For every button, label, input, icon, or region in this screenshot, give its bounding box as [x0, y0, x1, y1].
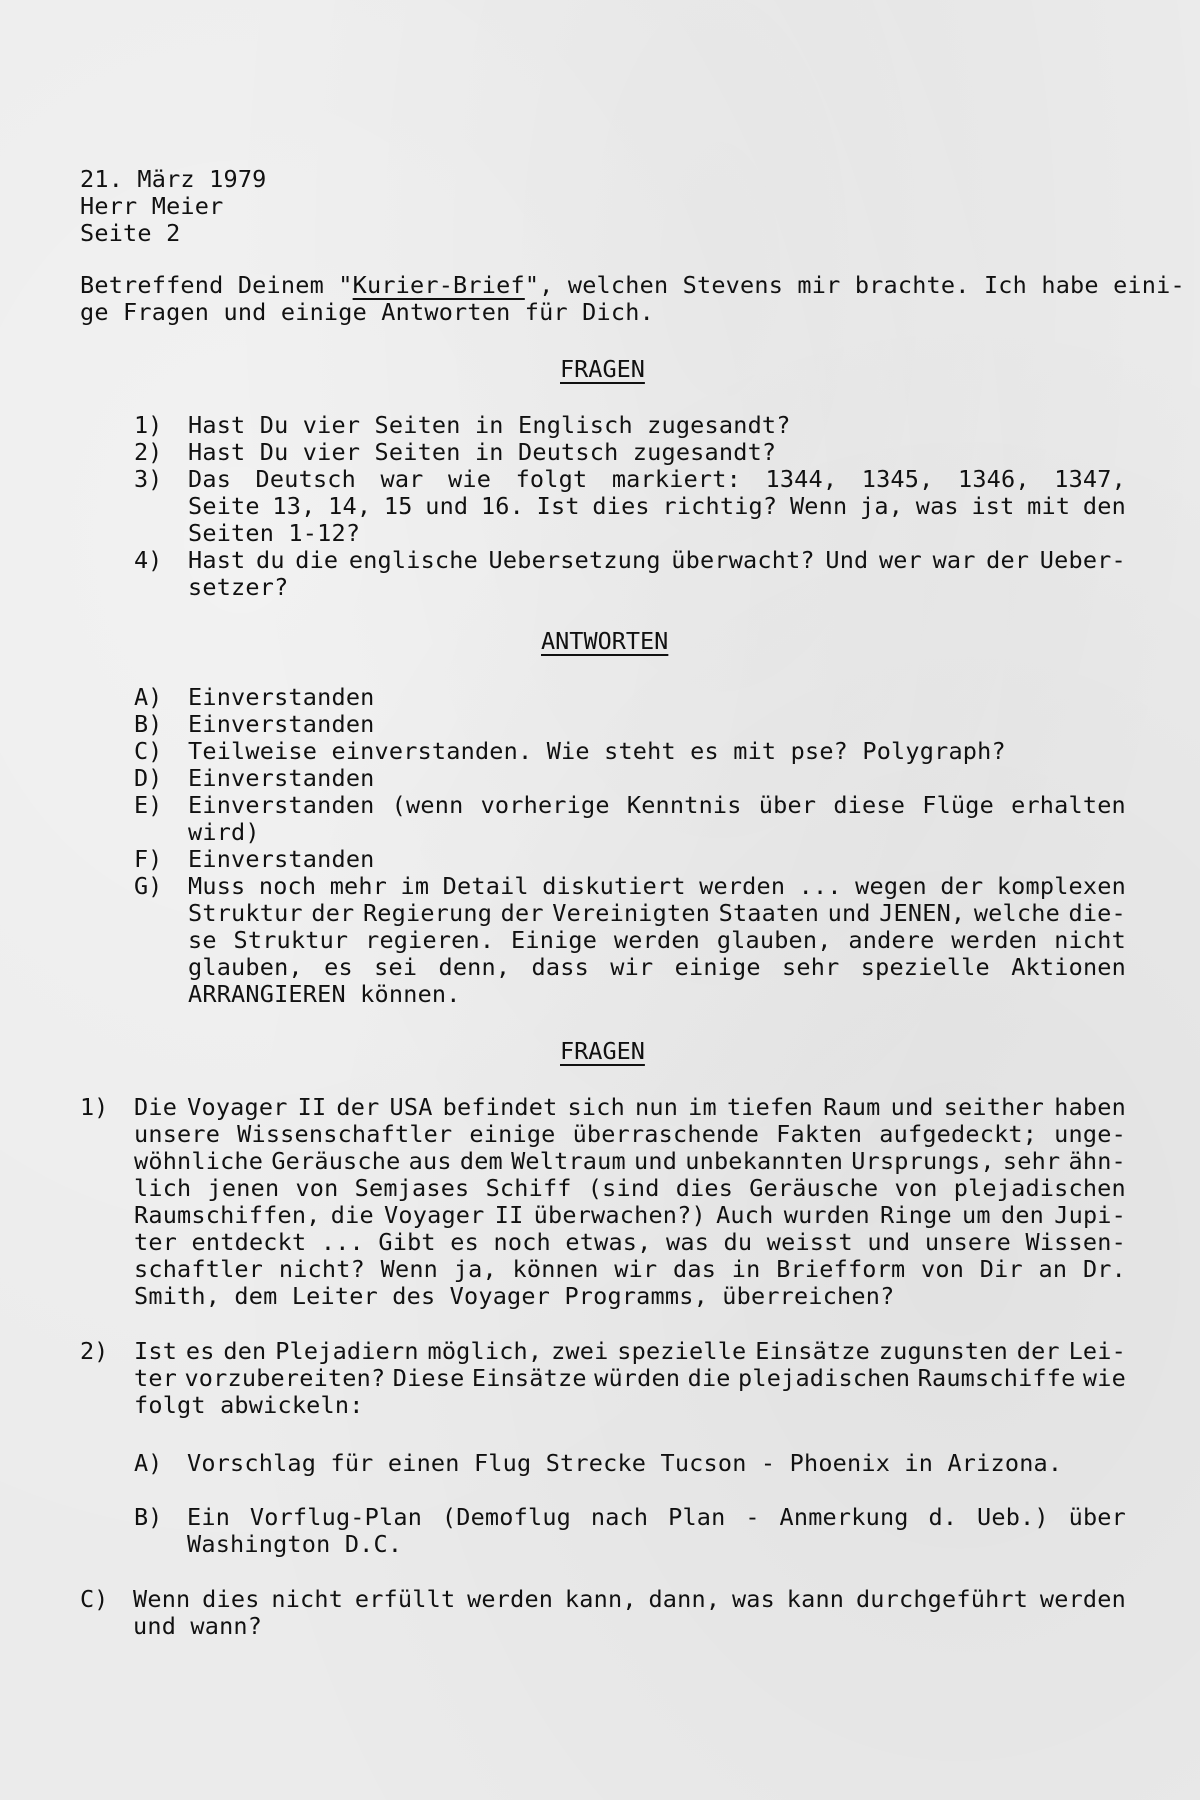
word: 1345, — [861, 465, 934, 493]
word: im — [400, 872, 430, 900]
word: Muss — [188, 872, 246, 900]
word: Diese — [392, 1364, 465, 1392]
word: Aktionen — [1011, 953, 1126, 981]
item-label: B) — [134, 710, 163, 738]
word: Fakten — [776, 1120, 863, 1148]
word: Voyager — [187, 1093, 288, 1121]
word: du — [723, 1228, 753, 1256]
word: Detail — [442, 872, 529, 900]
word: was — [915, 492, 959, 520]
word: der — [986, 546, 1030, 574]
answer-text: Einverstanden — [188, 683, 375, 711]
word: Einverstanden — [188, 791, 375, 819]
word: glauben, — [188, 953, 303, 981]
word: Briefform — [776, 1255, 906, 1283]
word: sehr — [782, 953, 840, 981]
word: in — [731, 1255, 761, 1283]
question-text: Hast Du vier Seiten in Englisch zugesandt? — [188, 411, 791, 439]
section-heading-fragen: FRAGEN — [560, 355, 645, 383]
word: können — [512, 1255, 599, 1283]
word: wir — [610, 953, 654, 981]
word: Staaten — [718, 899, 820, 927]
word: nicht — [271, 1585, 344, 1613]
word: spezielle — [617, 1337, 747, 1365]
word: Ringe — [880, 1201, 952, 1229]
word: mit — [1027, 492, 1071, 520]
word: Ist — [536, 492, 580, 520]
word: das — [673, 1255, 717, 1283]
question-text: und wann? — [133, 1612, 263, 1640]
item-label: F) — [134, 845, 163, 873]
word: d. — [928, 1503, 958, 1531]
word: und — [425, 492, 469, 520]
word: werden — [951, 926, 1038, 954]
word: von — [295, 1174, 339, 1202]
word: im — [688, 1093, 717, 1121]
question-text: setzer? — [188, 573, 289, 601]
word: Geräusche — [271, 1147, 401, 1175]
word: aufgedeckt; — [879, 1120, 1038, 1148]
sub-item-text: Washington D.C. — [187, 1530, 403, 1558]
word: 1344, — [765, 465, 838, 493]
word: ... — [320, 1228, 364, 1256]
word: nun — [635, 1093, 679, 1121]
word: seither — [943, 1093, 1045, 1121]
word: se — [188, 926, 217, 954]
word: Uebersetzung — [488, 546, 661, 574]
word: wurden — [783, 1201, 870, 1229]
word: Voyager — [384, 1201, 485, 1229]
word: wir — [614, 1255, 658, 1283]
word: Weltraum — [511, 1147, 626, 1175]
word: Ist — [134, 1337, 178, 1365]
word: Anmerkung — [779, 1503, 909, 1531]
word: regieren. — [365, 926, 495, 954]
word: war — [932, 546, 976, 574]
word: sehr — [1002, 1147, 1061, 1175]
answer-text: Einverstanden — [188, 845, 375, 873]
word: Die — [134, 1093, 178, 1121]
word: kann, — [564, 1585, 637, 1613]
word: diese — [833, 791, 906, 819]
word: Plan — [668, 1503, 726, 1531]
word: markiert: — [611, 465, 741, 493]
word: Wissen- — [1025, 1228, 1126, 1256]
word: schaftler — [134, 1255, 264, 1283]
word: noch — [258, 872, 317, 900]
word: unsere — [924, 1228, 1011, 1256]
word: von — [894, 1174, 938, 1202]
word: Ein — [187, 1503, 231, 1531]
sub-item-text: Vorschlag für einen Flug Strecke Tucson - Phoenix in Arizona. — [187, 1449, 1063, 1477]
word: ter — [134, 1364, 178, 1392]
item-label: C) — [134, 737, 163, 765]
question-text — [134, 1365, 1126, 1392]
word: unbekannten — [685, 1147, 844, 1175]
word: Einsätze — [755, 1337, 870, 1365]
word: weisst — [766, 1228, 853, 1256]
word: lich — [134, 1174, 192, 1202]
word: es — [324, 953, 353, 981]
item-label: G) — [134, 872, 163, 900]
word: Seite — [188, 492, 260, 520]
answer-text: Einverstanden — [188, 764, 375, 792]
word: II — [494, 1201, 524, 1229]
word: glauben, — [716, 926, 832, 954]
word: und — [890, 1093, 934, 1121]
intro-line-1 — [80, 271, 1185, 299]
word: sich — [567, 1093, 625, 1121]
word: der — [940, 872, 984, 900]
word: durchgeführt — [855, 1585, 1029, 1613]
question-text — [188, 547, 1126, 574]
word: befindet — [442, 1093, 558, 1121]
answer-text: Einverstanden — [188, 710, 375, 738]
word: 14, — [328, 492, 372, 520]
question-text — [134, 1175, 1126, 1202]
word: der — [500, 899, 544, 927]
word: dies — [202, 1585, 260, 1613]
item-label: 2) — [134, 438, 163, 466]
word: um — [962, 1201, 991, 1229]
word: es — [450, 1228, 479, 1256]
word: welche — [973, 899, 1060, 927]
word: Einsätze — [471, 1364, 587, 1392]
word: nicht — [1054, 926, 1126, 954]
word: Geräusche — [749, 1174, 879, 1202]
word: an — [1038, 1255, 1068, 1283]
word: was — [731, 1585, 775, 1613]
word: und — [827, 899, 871, 927]
word: plejadischen — [953, 1174, 1126, 1202]
answer-text — [188, 954, 1126, 981]
word: sei — [374, 953, 418, 981]
word: es — [185, 1337, 215, 1365]
word: entdeckt — [191, 1228, 307, 1256]
answer-text: wird) — [188, 818, 260, 846]
word: die — [330, 1201, 374, 1229]
word: aus — [408, 1147, 452, 1175]
word: nicht? — [278, 1255, 365, 1283]
word: 16. — [480, 492, 524, 520]
intro-line-2: ge Fragen und einige Antworten für Dich. — [80, 298, 654, 326]
word: zugunsten — [878, 1337, 1008, 1365]
word: Auch — [716, 1201, 774, 1229]
word: die — [295, 546, 339, 574]
question-text — [134, 1202, 1126, 1229]
word: Lei- — [1068, 1337, 1126, 1365]
item-label: D) — [134, 764, 163, 792]
word: ist — [971, 492, 1015, 520]
word: über — [758, 791, 817, 819]
word: dies — [675, 1174, 734, 1202]
word: und — [634, 1147, 678, 1175]
word: von — [921, 1255, 965, 1283]
word: Raumschiffe — [917, 1364, 1076, 1392]
word: den — [223, 1337, 267, 1365]
word: ... — [798, 872, 842, 900]
question-text — [134, 1256, 1126, 1283]
word: (Demoflug — [441, 1503, 572, 1531]
word: war — [380, 465, 424, 493]
word: Einige — [511, 926, 598, 954]
word: folgt — [515, 465, 588, 493]
word: dies — [592, 492, 650, 520]
question-text — [134, 1121, 1126, 1148]
word: Hast — [188, 546, 246, 574]
word: unsere — [134, 1120, 221, 1148]
word: Schiff — [485, 1174, 572, 1202]
question-text: Hast Du vier Seiten in Deutsch zugesandt? — [188, 438, 777, 466]
word: 1347, — [1054, 465, 1126, 493]
word: Und — [825, 546, 869, 574]
item-label: 1) — [80, 1093, 109, 1121]
item-label: 4) — [134, 546, 163, 574]
page-number: Seite 2 — [80, 219, 181, 247]
item-label: A) — [134, 1449, 163, 1477]
word: diskutiert — [542, 872, 686, 900]
word: erfüllt — [354, 1585, 456, 1613]
word: Plejadiern — [275, 1337, 419, 1365]
word: würden — [594, 1364, 681, 1392]
word: der — [311, 899, 355, 927]
word: dem — [459, 1147, 503, 1175]
word: vorherige — [480, 791, 610, 819]
letter-date: 21. März 1979 — [80, 165, 267, 193]
word: Flüge — [922, 791, 994, 819]
item-label: E) — [134, 791, 163, 819]
word: über — [1068, 1503, 1126, 1531]
word: spezielle — [860, 953, 990, 981]
section-heading-antworten: ANTWORTEN — [541, 627, 669, 655]
word: (sind — [587, 1174, 660, 1202]
answer-text: Teilweise einverstanden. Wie steht es mit pse? Polygraph? — [188, 737, 1006, 765]
word: den — [1082, 492, 1126, 520]
word: jenen — [207, 1174, 280, 1202]
word: Wenn — [380, 1255, 439, 1283]
item-label: B) — [134, 1503, 163, 1531]
word: Struktur — [233, 926, 349, 954]
word: du — [255, 546, 285, 574]
word: wegen — [855, 872, 927, 900]
word: andere — [848, 926, 935, 954]
item-label: 1) — [134, 411, 163, 439]
word: Das — [188, 465, 232, 493]
word: zwei — [551, 1337, 609, 1365]
word: haben — [1054, 1093, 1126, 1121]
word: Kenntnis — [626, 791, 742, 819]
word: englische — [348, 546, 478, 574]
word: Semjases — [354, 1174, 470, 1202]
word: werden — [613, 926, 701, 954]
word: Raum — [823, 1093, 881, 1121]
word: den — [1000, 1201, 1045, 1229]
word: 15 — [383, 492, 413, 520]
word: was — [666, 1228, 710, 1256]
intro-text: Betreffend Deinem " — [80, 271, 353, 299]
word: werden — [699, 872, 786, 900]
intro-text: ", welchen Stevens mir brachte. Ich habe eini- — [524, 271, 1185, 299]
question-text: Smith, dem Leiter des Voyager Programms, überreichen? — [134, 1282, 895, 1310]
word: Struktur — [188, 899, 303, 927]
question-text: Seiten 1-12? — [188, 519, 361, 547]
word: werden — [467, 1585, 554, 1613]
sub-item-text — [187, 1504, 1126, 1531]
word: Regierung — [362, 899, 493, 927]
word: etwas, — [565, 1228, 652, 1256]
word: Gibt — [378, 1228, 436, 1256]
word: überwacht? — [671, 546, 815, 574]
word: wie — [1082, 1364, 1126, 1392]
word: nach — [590, 1503, 649, 1531]
item-label: 2) — [80, 1337, 109, 1365]
answer-text — [188, 927, 1126, 954]
word: wöhnliche — [134, 1147, 264, 1175]
word: vorzubereiten? — [184, 1364, 386, 1392]
word: einige — [674, 953, 761, 981]
word: tiefen — [726, 1093, 814, 1121]
question-text — [188, 466, 1126, 493]
word: kann — [786, 1585, 845, 1613]
word: ähn- — [1068, 1147, 1126, 1175]
word: - — [745, 1503, 760, 1531]
word: Jupi- — [1054, 1201, 1126, 1229]
answer-text — [188, 792, 1126, 819]
word: wer — [878, 546, 922, 574]
word: dann, — [648, 1585, 721, 1613]
word: ja, — [860, 492, 904, 520]
word: mehr — [329, 872, 388, 900]
word: Vereinigten — [552, 899, 711, 927]
item-label: 3) — [134, 465, 163, 493]
courier-letter-ref: Kurier-Brief — [352, 271, 525, 299]
answer-text — [188, 900, 1126, 927]
word: werden — [1039, 1585, 1126, 1613]
word: einige — [469, 1120, 556, 1148]
question-text — [134, 1338, 1126, 1365]
word: erhalten — [1011, 791, 1126, 819]
word: II — [297, 1093, 327, 1121]
word: der — [1016, 1337, 1060, 1365]
word: 1346, — [957, 465, 1030, 493]
word: Ueb.) — [977, 1503, 1049, 1531]
word: Wenn — [789, 492, 848, 520]
word: unge- — [1054, 1120, 1126, 1148]
word: plejadischen — [738, 1364, 911, 1392]
answer-text: ARRANGIEREN können. — [188, 980, 461, 1008]
item-label: A) — [134, 683, 163, 711]
word: überwachen?) — [533, 1201, 706, 1229]
word: überraschende — [572, 1120, 760, 1148]
word: denn, — [438, 953, 511, 981]
word: ja, — [453, 1255, 497, 1283]
question-text — [188, 493, 1126, 520]
letter-recipient: Herr Meier — [80, 192, 224, 220]
word: Raumschiffen, — [134, 1201, 321, 1229]
word: Wissenschaftler — [237, 1120, 453, 1148]
question-text — [134, 1229, 1126, 1256]
word: Ueber- — [1039, 546, 1126, 574]
word: Ursprungs, — [851, 1147, 995, 1175]
question-text: folgt abwickeln: — [134, 1391, 364, 1419]
word: JENEN, — [879, 899, 966, 927]
word: ter — [134, 1228, 178, 1256]
word: Dir — [979, 1255, 1023, 1283]
word: (wenn — [391, 791, 464, 819]
word: Dr. — [1082, 1255, 1126, 1283]
word: Wenn — [133, 1585, 191, 1613]
word: die — [687, 1364, 731, 1392]
word: dass — [531, 953, 589, 981]
item-label: C) — [80, 1585, 109, 1613]
question-text — [134, 1148, 1126, 1175]
section-heading-fragen-2: FRAGEN — [560, 1037, 645, 1065]
word: USA — [389, 1093, 433, 1121]
word: wie — [448, 465, 492, 493]
word: 13, — [272, 492, 316, 520]
word: der — [336, 1093, 380, 1121]
word: Vorflug-Plan — [249, 1503, 423, 1531]
answer-text — [188, 873, 1126, 900]
word: komplexen — [996, 872, 1126, 900]
question-text — [134, 1094, 1126, 1121]
word: noch — [493, 1228, 551, 1256]
word: und — [867, 1228, 911, 1256]
word: Deutsch — [255, 465, 356, 493]
question-text — [133, 1586, 1126, 1613]
word: die- — [1068, 899, 1126, 927]
word: richtig? — [662, 492, 778, 520]
word: möglich, — [427, 1337, 543, 1365]
